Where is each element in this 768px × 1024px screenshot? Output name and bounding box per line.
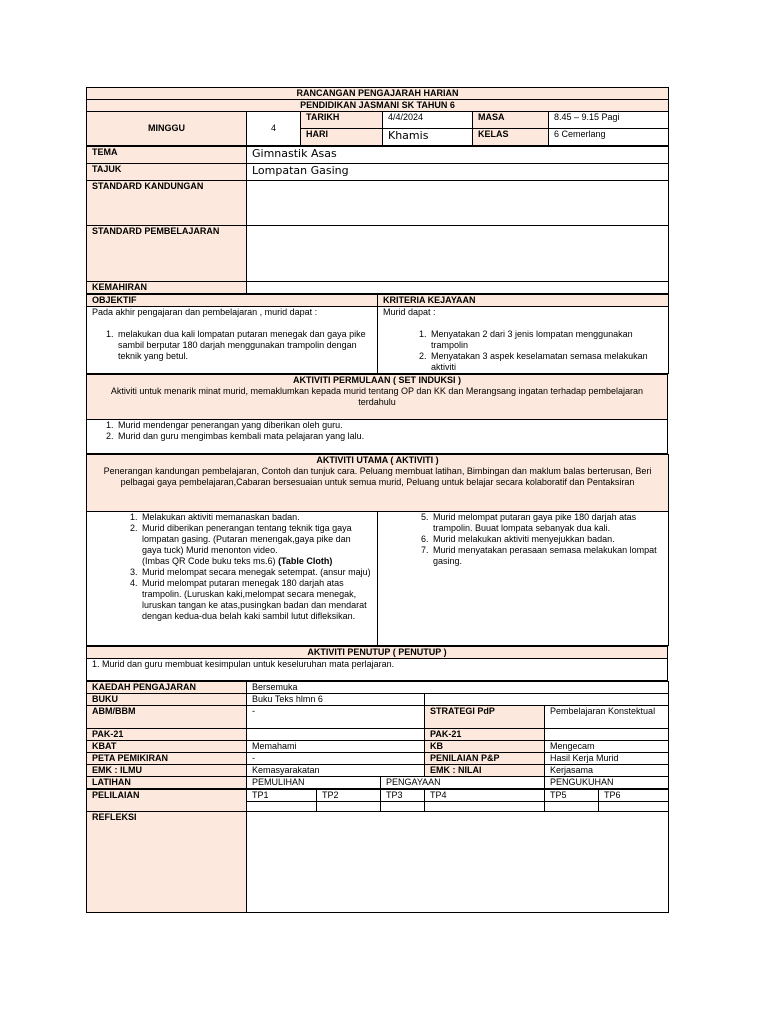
tp-cell: TP4 [425, 790, 545, 802]
utama-item: 7. Murid menyatakan perasaan semasa melakukan lompat gasing. [431, 545, 663, 567]
abm-value: - [247, 706, 425, 729]
kbat-label: KBAT [87, 741, 247, 753]
permulaan-list [92, 420, 662, 442]
kelas-label: KELAS [473, 129, 549, 146]
tp-blank [317, 802, 381, 812]
tp-cell: TP1 [247, 790, 317, 802]
refleksi-value [247, 812, 669, 913]
tp-cell: TP3 [381, 790, 425, 802]
tarikh-label: TARIKH [301, 112, 383, 129]
utama-item-extra: (Imbas QR Code buku teks ms.6) [142, 556, 276, 566]
buku-value: Buku Teks hlmn 6 [247, 694, 425, 706]
utama-item [140, 523, 372, 567]
kemahiran-label: KEMAHIRAN [87, 282, 247, 294]
tp-cell: TP6 [599, 790, 669, 802]
penutup-table [86, 646, 668, 681]
utama-header [87, 455, 669, 512]
objektif-cell [87, 307, 378, 374]
kriteria-item: 2. Menyatakan 3 aspek keselamatan semasa melakukan aktiviti [429, 351, 663, 373]
utama-item: 3. Murid melompat secara menegak setempat. (ansur maju) [140, 567, 372, 578]
peta-label: PETA PEMIKIRAN [87, 753, 247, 765]
tema-label: TEMA [87, 147, 247, 164]
permulaan-item: 1. Murid mendengar penerangan yang diberikan oleh guru. [116, 420, 662, 431]
permulaan-item: 2. Murid dan guru mengimbas kembali mata pelajaran yang lalu. [116, 431, 662, 442]
objektif-list [92, 329, 372, 362]
masa-label: MASA [473, 112, 549, 129]
kriteria-item: 1. Menyatakan 2 dari 3 jenis lompatan menggunakan trampolin [429, 329, 663, 351]
tp-blank [425, 802, 545, 812]
kaedah-value: Bersemuka [247, 682, 669, 694]
lesson-plan-document [86, 87, 668, 913]
tarikh-value: 4/4/2024 [383, 112, 473, 129]
buku-blank [425, 694, 669, 706]
emk-ilmu-value: Kemasyarakatan [247, 765, 425, 777]
tp-cell: TP5 [545, 790, 599, 802]
strategi-value: Pembelajaran Konstektual [545, 706, 669, 729]
tema-value: Gimnastik Asas [247, 147, 669, 164]
kriteria-cell [378, 307, 669, 374]
permulaan-content [87, 420, 668, 454]
header-table [86, 87, 669, 146]
latihan-pemulihan: PEMULIHAN [247, 777, 381, 789]
pelilaian-table [86, 789, 669, 913]
utama-item: 5. Murid melompat putaran gaya pike 180 darjah atas trampolin. Buuat lompata sebanyak dua kali. [431, 512, 663, 534]
masa-value: 8.45 – 9.15 Pagi [549, 112, 669, 129]
document-subtitle: PENDIDIKAN JASMANI SK TAHUN 6 [87, 100, 669, 112]
pak21-left-label: PAK-21 [87, 729, 247, 741]
tajuk-label: TAJUK [87, 164, 247, 181]
tp-cell: TP2 [317, 790, 381, 802]
pelilaian-label: PELILAIAN [87, 790, 247, 812]
utama-item-bold: (Table Cloth) [278, 556, 333, 566]
abm-label: ABM/BBM [87, 706, 247, 729]
penutup-text: 1. Murid dan guru membuat kesimpulan untuk keseluruhan mata perlajaran. [87, 659, 668, 681]
permulaan-heading: AKTIVITI PERMULAAN ( SET INDUKSI ) [293, 375, 461, 385]
latihan-label: LATIHAN [87, 777, 247, 789]
utama-left-list [92, 512, 372, 622]
standard-kandungan-label: STANDARD KANDUNGAN [87, 181, 247, 226]
topic-table [86, 146, 669, 294]
tp-blank [545, 802, 599, 812]
objektif-item: 1. melakukan dua kali lompatan putaran menegak dan gaya pike sambil berputar 180 darjah menggunakan trampolin dengan teknik yang betul. [116, 329, 372, 362]
standard-pembelajaran-label: STANDARD PEMBELAJARAN [87, 226, 247, 282]
utama-item: 1. Melakukan aktiviti memanaskan badan. [140, 512, 372, 523]
utama-item-text: Murid diberikan penerangan tentang teknik tiga gaya lompatan gasing. (Putaran menengak,gaya pike dan gaya tuck) Murid menonton video. [142, 523, 352, 555]
minggu-label: MINGGU [87, 112, 247, 146]
kriteria-intro: Murid dapat : [383, 307, 436, 317]
tajuk-value: Lompatan Gasing [247, 164, 669, 181]
pak21-right-value [545, 729, 669, 741]
standard-pembelajaran-value [247, 226, 669, 282]
utama-left-cell [87, 512, 378, 646]
kemahiran-value [247, 282, 669, 294]
tp-blank [599, 802, 669, 812]
utama-right-list [383, 512, 663, 567]
penilaian-value: Hasil Kerja Murid [545, 753, 669, 765]
utama-right-cell [378, 512, 669, 646]
buku-label: BUKU [87, 694, 247, 706]
penutup-heading: AKTIVITI PENUTUP ( PENUTUP ) [87, 647, 668, 659]
emk-nilai-label: EMK : NILAI [425, 765, 545, 777]
minggu-value: 4 [247, 112, 301, 146]
pak21-left-value [247, 729, 425, 741]
kb-value: Mengecam [545, 741, 669, 753]
details-table [86, 681, 669, 789]
objektif-label: OBJEKTIF [87, 295, 378, 307]
objektif-intro: Pada akhir pengajaran dan pembelajaran , murid dapat : [92, 307, 318, 317]
kriteria-label: KRITERIA KEJAYAAN [378, 295, 669, 307]
kelas-value: 6 Cemerlang [549, 129, 669, 146]
hari-value: Khamis [383, 129, 473, 146]
peta-value: - [247, 753, 425, 765]
latihan-pengayaan: PENGAYAAN [381, 777, 545, 789]
pak21-right-label: PAK-21 [425, 729, 545, 741]
utama-heading: AKTIVITI UTAMA ( AKTIVITI ) [316, 455, 439, 465]
kb-label: KB [425, 741, 545, 753]
permulaan-header [87, 375, 668, 420]
kaedah-label: KAEDAH PENGAJARAN [87, 682, 247, 694]
strategi-label: STRATEGI PdP [425, 706, 545, 729]
utama-description: Penerangan kandungan pembelajaran, Contoh dan tunjuk cara. Peluang membuat latihan, Bimbingan dan maklum balas berterusan, Beri pelbagai gaya pembelajaran,Cabaran bersesuaian untuk semua murid, Peluang untuk belajar secara kolaboratif dan Pentaksiran [103, 466, 652, 487]
latihan-pengukuhan: PENGUKUHAN [545, 777, 669, 789]
standard-kandungan-value [247, 181, 669, 226]
penilaian-label: PENILAIAN P&P [425, 753, 545, 765]
utama-item: 6. Murid melakukan aktiviti menyejukkan badan. [431, 534, 663, 545]
kriteria-list [383, 329, 663, 373]
utama-table [86, 454, 669, 646]
tp-blank [381, 802, 425, 812]
kbat-value: Memahami [247, 741, 425, 753]
hari-label: HARI [301, 129, 383, 146]
emk-nilai-value: Kerjasama [545, 765, 669, 777]
document-title: RANCANGAN PENGAJARAH HARIAN [87, 88, 669, 100]
permulaan-table [86, 374, 668, 454]
refleksi-label: REFLEKSI [87, 812, 247, 913]
permulaan-description: Aktiviti untuk menarik minat murid, memaklumkan kepada murid tentang OP dan KK dan Merangsang ingatan terhadap pembelajaran terdahulu [110, 386, 644, 407]
utama-item: 4. Murid melompat putaran menegak 180 darjah atas trampolin. (Luruskan kaki,melompat secara menegak, luruskan tangan ke atas,pusingkan badan dan mendarat dengan kedua-dua belah kaki sambil lutut difleksikan. [140, 578, 372, 622]
tp-blank [247, 802, 317, 812]
objectives-table [86, 294, 669, 374]
emk-ilmu-label: EMK : ILMU [87, 765, 247, 777]
